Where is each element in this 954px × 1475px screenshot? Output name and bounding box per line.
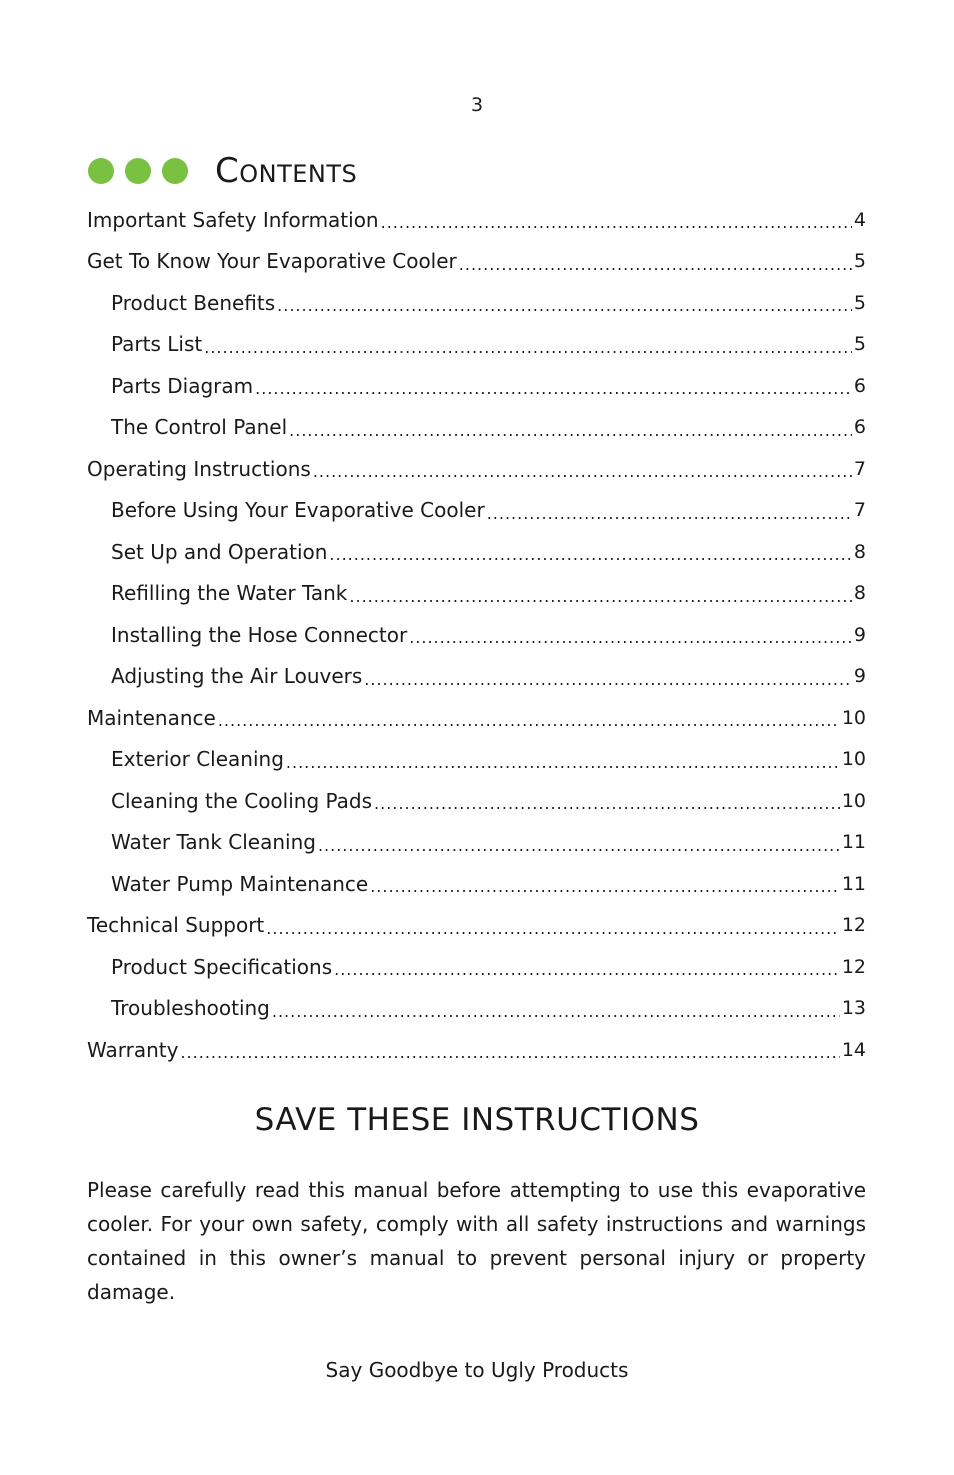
toc-entry[interactable] (87, 905, 866, 947)
toc-entry-page: 6 (853, 416, 866, 439)
toc-entry-title: The Control Panel (111, 415, 288, 440)
toc-entry[interactable] (87, 199, 866, 241)
toc-dot-leader (180, 1043, 839, 1062)
toc-entry-page: 8 (853, 582, 866, 605)
save-instructions-text: Please carefully read this manual before attempting to use this evaporative cooler. For your own safety, comply with all safety instructions and warnings contained in this owner’s manual to prevent personal injury or property damage. (87, 1178, 866, 1304)
toc-entry-title: Parts Diagram (111, 373, 254, 398)
toc-entry-title: Adjusting the Air Louvers (111, 664, 363, 689)
toc-entry[interactable] (87, 573, 866, 615)
toc-dot-leader (334, 960, 840, 979)
toc-entry[interactable] (87, 822, 866, 864)
green-dot-icon (162, 158, 188, 184)
toc-dot-leader (218, 711, 840, 730)
save-instructions-title: SAVE THESE INSTRUCTIONS (254, 1102, 700, 1138)
toc-entry[interactable] (87, 780, 866, 822)
toc-entry-title: Technical Support (87, 913, 265, 938)
toc-dot-leader (459, 255, 852, 274)
toc-dot-leader (289, 421, 852, 440)
toc-entry-page: 7 (853, 499, 866, 522)
toc-dot-leader (370, 877, 840, 896)
toc-entry[interactable] (87, 365, 866, 407)
toc-dot-leader (204, 338, 852, 357)
toc-entry-page: 7 (853, 457, 866, 480)
toc-entry[interactable] (87, 241, 866, 283)
toc-entry-title: Set Up and Operation (111, 539, 328, 564)
toc-dot-leader (313, 462, 852, 481)
page-number: 3 (470, 94, 484, 116)
toc-entry-title: Product Specifications (111, 954, 333, 979)
toc-entry[interactable] (87, 988, 866, 1030)
toc-entry-page: 5 (853, 250, 866, 273)
toc-entry[interactable] (87, 324, 866, 366)
toc-entry[interactable] (87, 448, 866, 490)
toc-entry-title: Maintenance (87, 705, 216, 730)
toc-entry-page: 11 (841, 872, 866, 895)
toc-entry-page: 9 (853, 623, 866, 646)
page-footer: Say Goodbye to Ugly Products (325, 1358, 629, 1382)
contents-heading (88, 150, 357, 192)
toc-entry[interactable] (87, 946, 866, 988)
toc-entry[interactable] (87, 1029, 866, 1071)
toc-entry[interactable] (87, 531, 866, 573)
toc-entry-page: 13 (841, 997, 866, 1020)
toc-entry-page: 14 (841, 1038, 866, 1061)
toc-dot-leader (266, 919, 840, 938)
toc-entry-title: Cleaning the Cooling Pads (111, 788, 373, 813)
toc-entry-page: 12 (841, 955, 866, 978)
toc-entry[interactable] (87, 697, 866, 739)
toc-entry-page: 5 (853, 333, 866, 356)
contents-title: Contents (215, 151, 358, 191)
toc-entry[interactable] (87, 282, 866, 324)
toc-entry-page: 10 (841, 789, 866, 812)
toc-dot-leader (329, 545, 852, 564)
toc-entry-page: 8 (853, 540, 866, 563)
toc-entry-title: Installing the Hose Connector (111, 622, 408, 647)
toc-entry[interactable] (87, 863, 866, 905)
toc-dot-leader (349, 587, 852, 606)
toc-entry-title: Warranty (87, 1037, 179, 1062)
toc-entry[interactable] (87, 490, 866, 532)
toc-entry-title: Get To Know Your Evaporative Cooler (87, 249, 457, 274)
toc-entry-title: Before Using Your Evaporative Cooler (111, 498, 485, 523)
toc-dot-leader (374, 794, 840, 813)
toc-dot-leader (255, 379, 852, 398)
toc-entry-title: Important Safety Information (87, 207, 379, 232)
toc-entry[interactable] (87, 614, 866, 656)
toc-entry-page: 10 (841, 748, 866, 771)
toc-entry-page: 11 (841, 831, 866, 854)
toc-entry[interactable] (87, 739, 866, 781)
toc-entry-title: Troubleshooting (111, 996, 270, 1021)
toc-entry-page: 12 (841, 914, 866, 937)
toc-entry[interactable] (87, 407, 866, 449)
toc-entry-title: Parts List (111, 332, 203, 357)
toc-entry[interactable] (87, 656, 866, 698)
toc-entry-title: Product Benefits (111, 290, 276, 315)
toc-dot-leader (487, 504, 852, 523)
toc-entry-title: Exterior Cleaning (111, 747, 284, 772)
toc-entry-title: Refilling the Water Tank (111, 581, 348, 606)
toc-entry-title: Operating Instructions (87, 456, 311, 481)
toc-entry-title: Water Tank Cleaning (111, 830, 316, 855)
toc-entry-page: 9 (853, 665, 866, 688)
toc-dot-leader (409, 628, 852, 647)
toc-dot-leader (318, 836, 840, 855)
toc-entry-title: Water Pump Maintenance (111, 871, 369, 896)
toc-dot-leader (364, 670, 852, 689)
toc-entry-page: 6 (853, 374, 866, 397)
green-dot-icon (88, 158, 114, 184)
toc-dot-leader (286, 753, 840, 772)
toc-dot-leader (277, 296, 852, 315)
toc-entry-page: 5 (853, 291, 866, 314)
toc-entry-page: 4 (853, 208, 866, 231)
toc-dot-leader (381, 213, 852, 232)
toc-entry-page: 10 (841, 706, 866, 729)
green-dot-icon (125, 158, 151, 184)
toc-dot-leader (272, 1002, 840, 1021)
table-of-contents (87, 199, 866, 1071)
